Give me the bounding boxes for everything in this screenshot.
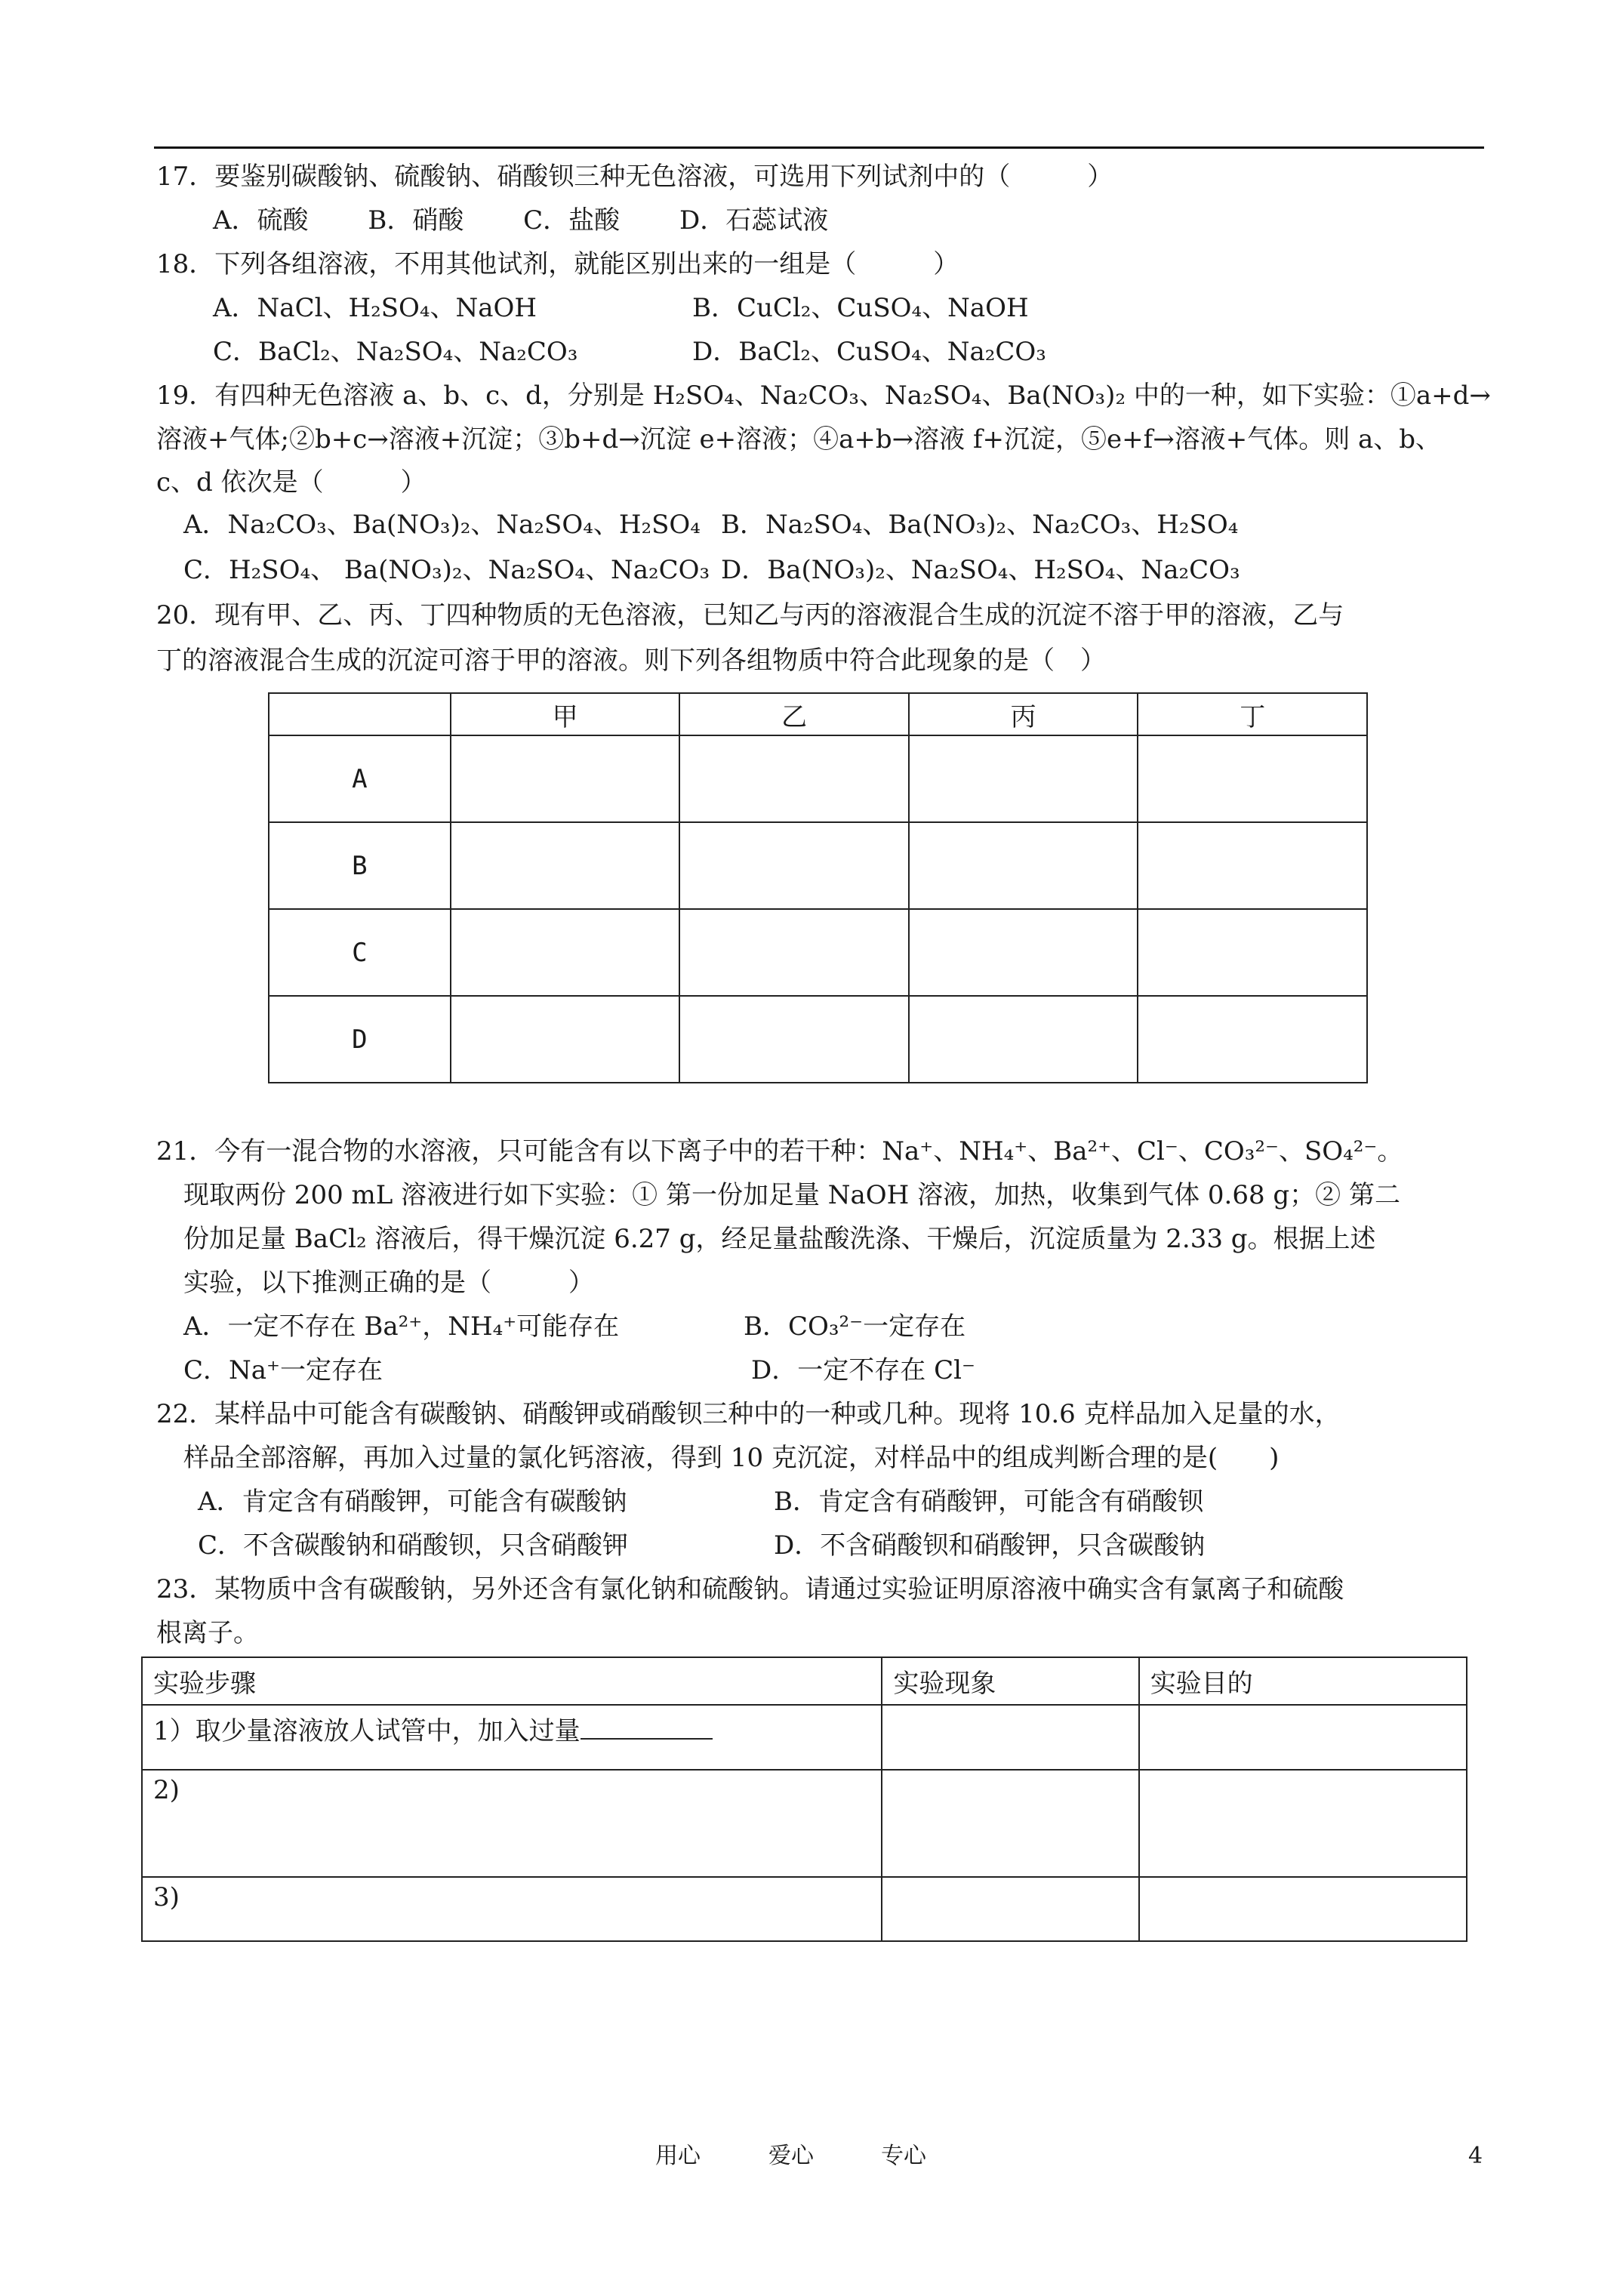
q18-option-b: B．CuCl₂、CuSO₄、NaOH [692,293,1029,323]
table-cell [882,1705,1138,1770]
table-cell [451,735,680,822]
table-cell [679,735,909,822]
table-cell [909,996,1138,1083]
table-cell [1139,1770,1467,1877]
q20-row-label-d: D [269,996,451,1083]
q22-line2: 样品全部溶解，再加入过量的氯化钙溶液，得到 10 克沉淀，对样品中的组成判断合理的是( ) [183,1443,1280,1473]
q20-row-label-b: B [269,822,451,909]
q22-option-b: B．肯定含有硝酸钾，可能含有硝酸钡 [774,1487,1203,1517]
q21-line2: 现取两份 200 mL 溶液进行如下实验：① 第一份加足量 NaOH 溶液，加热，收集到气体 0.68 g；② 第二 [183,1180,1400,1210]
q23-header-steps: 实验步骤 [142,1657,882,1705]
q22-option-d: D．不含硝酸钡和硝酸钾，只含碳酸钠 [774,1530,1206,1561]
table-cell [451,822,680,909]
table-row [142,1877,1467,1941]
q20-table [268,692,1368,1083]
q21-option-a: A．一定不存在 Ba²⁺，NH₄⁺可能存在 [183,1311,620,1342]
table-cell [1138,735,1367,822]
q21-option-d: D．一定不存在 Cl⁻ [751,1355,975,1385]
table-cell [1138,822,1367,909]
footer-motto-1: 用心 [655,2143,701,2169]
table-cell [882,1877,1138,1941]
q23-line2: 根离子。 [156,1618,259,1648]
table-row [142,1770,1467,1877]
table-cell [1138,909,1367,996]
q19-line3: c、d 依次是（ ） [156,467,427,498]
q19-line2: 溶液+气体;②b+c→溶液+沉淀；③b+d→沉淀 e+溶液；④a+b→溶液 f+沉淀，⑤e+f→溶液+气体。则 a、b、 [156,424,1442,455]
q20-header-blank [269,693,451,735]
q19-option-a: A．Na₂CO₃、Ba(NO₃)₂、Na₂SO₄、H₂SO₄ [183,510,701,540]
page-number: 4 [1468,2143,1483,2169]
q22-option-a: A．肯定含有硝酸钾，可能含有碳酸钠 [198,1487,627,1517]
q23-header-phenomenon: 实验现象 [882,1657,1138,1705]
table-cell [909,822,1138,909]
footer-motto-3: 专心 [881,2143,926,2169]
table-row [269,996,1367,1083]
table-cell [909,735,1138,822]
q19-option-c: C．H₂SO₄、 Ba(NO₃)₂、Na₂SO₄、Na₂CO₃ [183,555,710,585]
q21-line4: 实验，以下推测正确的是（ ） [183,1268,594,1298]
q23-step-1-blank [581,1715,713,1740]
q20-header-yi: 乙 [679,693,909,735]
q20-header-ding: 丁 [1138,693,1367,735]
q17-stem: 17．要鉴别碳酸钠、硫酸钠、硝酸钡三种无色溶液，可选用下列试剂中的（ ） [156,162,1113,192]
table-row [269,822,1367,909]
q23-table [141,1657,1467,1942]
q20-row-label-a: A [269,735,451,822]
table-cell [1138,996,1367,1083]
q22-option-c: C．不含碳酸钠和硝酸钡，只含硝酸钾 [198,1530,629,1561]
q23-step-3: 3) [142,1877,882,1941]
table-cell [451,909,680,996]
table-cell [1139,1877,1467,1941]
q21-line3: 份加足量 BaCl₂ 溶液后，得干燥沉淀 6.27 g，经足量盐酸洗涤、干燥后，沉淀质量为 2.33 g。根据上述 [183,1224,1376,1254]
q23-step-1 [142,1705,882,1770]
table-row [142,1705,1467,1770]
q21-option-c: C．Na⁺一定存在 [183,1355,383,1385]
q19-line1: 19．有四种无色溶液 a、b、c、d，分别是 H₂SO₄、Na₂CO₃、Na₂SO₄、Ba(NO₃)₂ 中的一种，如下实验：①a+d→ [156,381,1491,411]
table-cell [679,822,909,909]
q20-line2: 丁的溶液混合生成的沉淀可溶于甲的溶液。则下列各组物质中符合此现象的是（ ） [156,646,1106,676]
q23-table-header-row [142,1657,1467,1705]
q20-row-label-c: C [269,909,451,996]
q20-header-jia: 甲 [451,693,680,735]
q20-table-header-row [269,693,1367,735]
table-cell [882,1770,1138,1877]
table-row [269,735,1367,822]
q23-line1: 23．某物质中含有碳酸钠，另外还含有氯化钠和硫酸钠。请通过实验证明原溶液中确实含有氯离子和硫酸 [156,1574,1344,1604]
q18-option-d: D．BaCl₂、CuSO₄、Na₂CO₃ [692,337,1046,367]
q20-line1: 20．现有甲、乙、丙、丁四种物质的无色溶液，已知乙与丙的溶液混合生成的沉淀不溶于甲的溶液，乙与 [156,600,1344,630]
q23-header-purpose: 实验目的 [1139,1657,1467,1705]
q19-option-b: B．Na₂SO₄、Ba(NO₃)₂、Na₂CO₃、H₂SO₄ [721,510,1239,540]
table-cell [679,996,909,1083]
q22-line1: 22．某样品中可能含有碳酸钠、硝酸钾或硝酸钡三种中的一种或几种。现将 10.6 克样品加入足量的水， [156,1399,1341,1429]
table-cell [451,996,680,1083]
q18-stem: 18．下列各组溶液，不用其他试剂，就能区别出来的一组是（ ） [156,249,959,279]
header-rule [154,146,1484,149]
table-row [269,909,1367,996]
table-cell [679,909,909,996]
q17-options: A．硫酸 B．硝酸 C．盐酸 D．石蕊试液 [213,205,829,236]
q19-option-d: D．Ba(NO₃)₂、Na₂SO₄、H₂SO₄、Na₂CO₃ [721,555,1240,585]
footer-motto-2: 爱心 [768,2143,814,2169]
table-cell [909,909,1138,996]
q21-line1: 21．今有一混合物的水溶液，只可能含有以下离子中的若干种：Na⁺、NH₄⁺、Ba²⁺、Cl⁻、CO₃²⁻、SO₄²⁻。 [156,1136,1403,1166]
q18-option-c: C．BaCl₂、Na₂SO₄、Na₂CO₃ [213,337,578,367]
q23-step-1-text: 1）取少量溶液放人试管中，加入过量 [153,1716,581,1746]
q23-step-2: 2) [142,1770,882,1877]
q20-header-bing: 丙 [909,693,1138,735]
q21-option-b: B．CO₃²⁻一定存在 [744,1311,966,1342]
q18-option-a: A．NaCl、H₂SO₄、NaOH [213,293,537,323]
table-cell [1139,1705,1467,1770]
